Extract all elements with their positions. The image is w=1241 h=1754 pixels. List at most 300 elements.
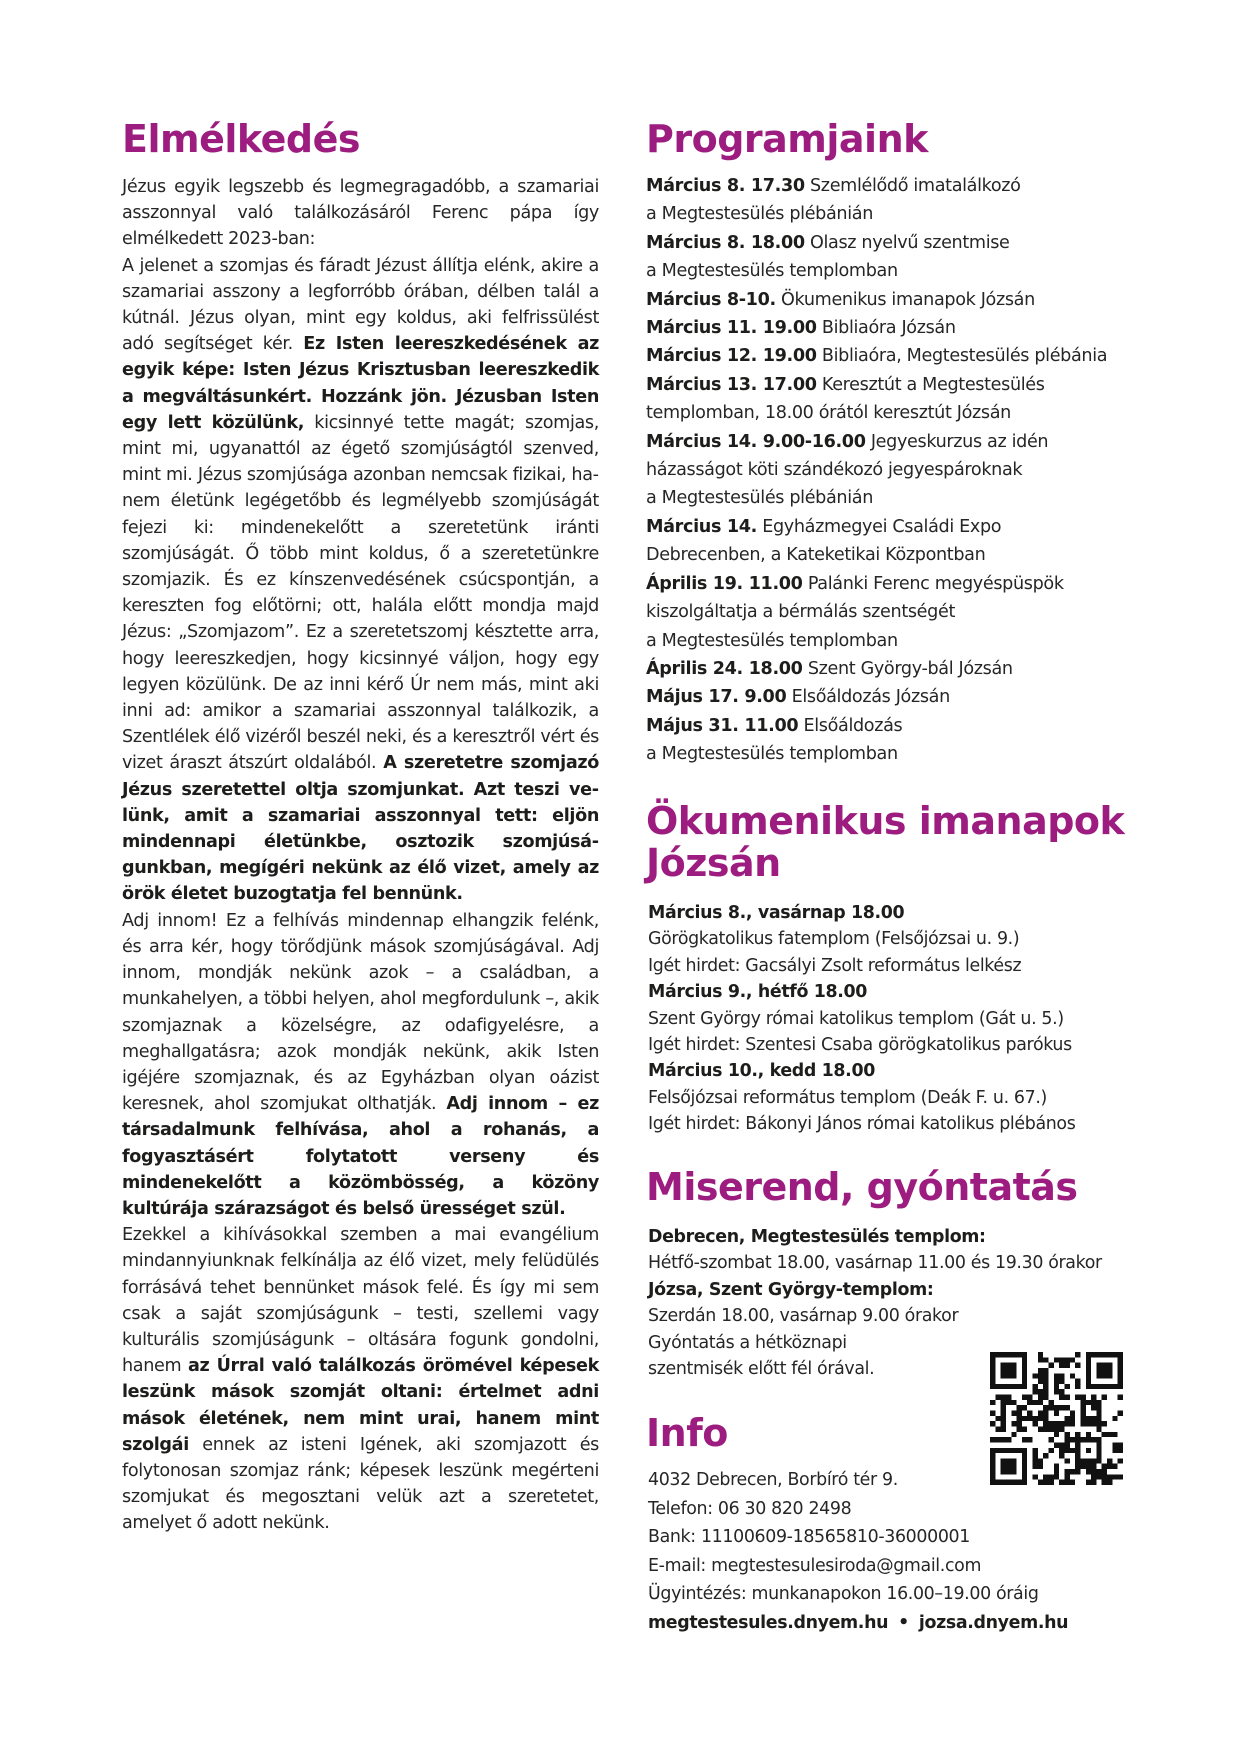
qr-module <box>1075 1395 1080 1400</box>
qr-module <box>1059 1379 1064 1384</box>
program-item <box>646 570 1146 598</box>
qr-module <box>1064 1437 1069 1442</box>
qr-module <box>1102 1384 1107 1389</box>
qr-module <box>1064 1384 1069 1389</box>
qr-module <box>1011 1363 1016 1368</box>
qr-module <box>1118 1373 1123 1378</box>
website-link-megtestesules[interactable]: megtestesules.dnyem.hu <box>648 1612 889 1633</box>
qr-module <box>1064 1395 1069 1400</box>
qr-module <box>1043 1426 1048 1431</box>
qr-module <box>1054 1474 1059 1479</box>
program-item <box>646 229 1146 257</box>
reflection-body <box>122 174 599 1537</box>
qr-module <box>1049 1480 1054 1485</box>
program-item <box>646 655 1146 683</box>
qr-module <box>1064 1357 1069 1362</box>
qr-module <box>1022 1469 1027 1474</box>
program-date: Március 11. 19.00 <box>646 318 817 339</box>
qr-module <box>1038 1400 1043 1405</box>
qr-module <box>1006 1480 1011 1485</box>
program-description: Szemlélődő imatalálkozó <box>804 176 1021 196</box>
program-description: kiszolgáltatja a bérmálás szentségét <box>646 602 956 623</box>
qr-module <box>1022 1474 1027 1479</box>
program-date: Március 12. 19.00 <box>646 346 817 367</box>
qr-module <box>1091 1421 1096 1426</box>
body-text: ennek az isteni Igének, aki szomjazott és folytonosan szomjaz ránk; képesek leszünk megérteni szomjukat és megosztani velük azt a szeretetet, amelyet ő adott nekünk. <box>122 1434 599 1534</box>
qr-module <box>990 1453 995 1458</box>
qr-module <box>1091 1469 1096 1474</box>
qr-module <box>1096 1373 1101 1378</box>
qr-module <box>990 1384 995 1389</box>
qr-module <box>1006 1458 1011 1463</box>
qr-code-icon[interactable] <box>990 1352 1123 1485</box>
qr-module <box>1107 1352 1112 1357</box>
qr-module <box>995 1384 1000 1389</box>
qr-module <box>1043 1411 1048 1416</box>
qr-module <box>1006 1448 1011 1453</box>
qr-module <box>990 1373 995 1378</box>
qr-module <box>1027 1411 1032 1416</box>
qr-module <box>995 1437 1000 1442</box>
info-websites <box>648 1609 1146 1638</box>
qr-module <box>995 1395 1000 1400</box>
program-description: Ökumenikus imanapok Józsán <box>775 289 1035 310</box>
bullet-separator: • <box>898 1612 909 1633</box>
qr-module <box>1086 1373 1091 1378</box>
qr-module <box>1054 1464 1059 1469</box>
qr-module <box>1017 1405 1022 1410</box>
qr-module <box>1033 1458 1038 1463</box>
programs-section <box>646 118 1146 769</box>
qr-module <box>1006 1400 1011 1405</box>
qr-module <box>1022 1373 1027 1378</box>
qr-module <box>1059 1426 1064 1431</box>
program-description: Debrecenben, a Kateketikai Központban <box>646 545 986 566</box>
qr-module <box>1112 1448 1117 1453</box>
qr-module <box>1011 1373 1016 1378</box>
qr-module <box>1006 1384 1011 1389</box>
qr-module <box>1011 1469 1016 1474</box>
qr-module <box>1011 1411 1016 1416</box>
body-text: A jelenet a szomjas és fáradt Jézust állítja elénk, akire a szamariai asszony a legforróbb órában, délben talál a kútnál. Jézus olyan, mint egy koldus, aki felfrissülést adó segítséget kér. <box>122 255 599 355</box>
event-date: Március 8., vasárnap 18.00 <box>648 903 905 923</box>
qr-module <box>990 1352 995 1357</box>
qr-module <box>1118 1352 1123 1357</box>
qr-module <box>1086 1464 1091 1469</box>
qr-module <box>1075 1384 1080 1389</box>
qr-module <box>1022 1352 1027 1357</box>
program-date: Március 8. 17.30 <box>646 176 805 196</box>
qr-module <box>1096 1363 1101 1368</box>
qr-module <box>1059 1405 1064 1410</box>
qr-module <box>1075 1379 1080 1384</box>
qr-module <box>1070 1411 1075 1416</box>
qr-module <box>1096 1469 1101 1474</box>
qr-module <box>1059 1357 1064 1362</box>
qr-module <box>1102 1474 1107 1479</box>
qr-module <box>990 1458 995 1463</box>
qr-module <box>1043 1405 1048 1410</box>
qr-module <box>1038 1379 1043 1384</box>
qr-module <box>1022 1464 1027 1469</box>
qr-module <box>1054 1389 1059 1394</box>
program-item <box>646 683 1146 711</box>
qr-module <box>1096 1411 1101 1416</box>
qr-module <box>1011 1384 1016 1389</box>
program-date: Április 19. 11.00 <box>646 573 803 594</box>
qr-module <box>1001 1469 1006 1474</box>
qr-module <box>1112 1474 1117 1479</box>
qr-module <box>1075 1437 1080 1442</box>
qr-module <box>1033 1373 1038 1378</box>
website-link-jozsa[interactable]: jozsa.dnyem.hu <box>918 1612 1069 1633</box>
qr-module <box>1038 1368 1043 1373</box>
qr-module <box>1107 1474 1112 1479</box>
mass-section <box>646 1166 1146 1382</box>
qr-module <box>1043 1395 1048 1400</box>
qr-module <box>1049 1400 1054 1405</box>
program-item <box>646 399 1146 427</box>
qr-module <box>1102 1395 1107 1400</box>
qr-module <box>990 1421 995 1426</box>
reflection-title: Elmélkedés <box>122 117 360 161</box>
qr-module <box>1006 1464 1011 1469</box>
qr-module <box>1033 1389 1038 1394</box>
qr-module <box>1043 1474 1048 1479</box>
qr-module <box>1096 1453 1101 1458</box>
qr-module <box>1070 1448 1075 1453</box>
qr-module <box>1070 1469 1075 1474</box>
qr-module <box>1096 1384 1101 1389</box>
qr-module <box>1118 1442 1123 1447</box>
qr-module <box>1070 1480 1075 1485</box>
info-bank: Bank: 11100609-18565810-36000001 <box>648 1527 970 1548</box>
qr-module <box>1075 1458 1080 1463</box>
info-address: 4032 Debrecen, Borbíró tér 9. <box>648 1470 898 1490</box>
qr-module <box>1107 1384 1112 1389</box>
program-description: a Megtestesülés plébánián <box>646 204 873 225</box>
qr-module <box>1001 1458 1006 1463</box>
qr-module <box>1054 1379 1059 1384</box>
qr-module <box>1118 1411 1123 1416</box>
qr-module <box>1027 1400 1032 1405</box>
event-place: Felsőjózsai református templom (Deák F. u. 67.) <box>648 1087 1047 1108</box>
qr-module <box>1112 1352 1117 1357</box>
qr-module <box>1054 1357 1059 1362</box>
qr-module <box>1091 1474 1096 1479</box>
emphasis-text: Ez Isten leereszkedésének az egyik képe: Isten Jézus Krisztusban leereszkedik a megváltásunkért. Hozzánk jön. Jézusban Isten egy lett közülünk, <box>122 334 599 433</box>
jozsa-times: Szerdán 18.00, vasárnap 9.00 órakor <box>648 1306 959 1327</box>
qr-module <box>1038 1395 1043 1400</box>
program-description: templomban, 18.00 órától keresztút Józsán <box>646 403 1011 424</box>
qr-module <box>1011 1458 1016 1463</box>
qr-module <box>1064 1474 1069 1479</box>
qr-module <box>1086 1400 1091 1405</box>
qr-module <box>1059 1480 1064 1485</box>
qr-module <box>1086 1357 1091 1362</box>
qr-module <box>1011 1464 1016 1469</box>
qr-module <box>1075 1363 1080 1368</box>
program-item <box>646 342 1146 370</box>
qr-module <box>1112 1442 1117 1447</box>
qr-module <box>1080 1405 1085 1410</box>
qr-module <box>1017 1426 1022 1431</box>
qr-module <box>995 1480 1000 1485</box>
qr-module <box>1054 1469 1059 1474</box>
qr-module <box>1006 1469 1011 1474</box>
qr-module <box>1107 1363 1112 1368</box>
qr-module <box>1102 1363 1107 1368</box>
reflection-paragraph <box>122 253 599 908</box>
qr-module <box>1075 1453 1080 1458</box>
qr-module <box>1038 1373 1043 1378</box>
qr-module <box>1011 1432 1016 1437</box>
qr-module <box>1118 1458 1123 1463</box>
qr-module <box>1096 1421 1101 1426</box>
qr-module <box>1118 1368 1123 1373</box>
qr-module <box>1112 1384 1117 1389</box>
qr-module <box>1001 1395 1006 1400</box>
qr-module <box>1112 1464 1117 1469</box>
info-office-hours: Ügyintézés: munkanapokon 16.00–19.00 óráig <box>648 1584 1039 1605</box>
qr-module <box>1001 1464 1006 1469</box>
qr-module <box>1038 1352 1043 1357</box>
program-description: a Megtestesülés templomban <box>646 261 898 282</box>
qr-module <box>1107 1432 1112 1437</box>
qr-module <box>1043 1384 1048 1389</box>
qr-module <box>1033 1384 1038 1389</box>
qr-module <box>1006 1373 1011 1378</box>
qr-module <box>1038 1464 1043 1469</box>
qr-code-graphic <box>990 1352 1123 1485</box>
info-email: E-mail: megtestesulesiroda@gmail.com <box>648 1555 982 1576</box>
program-item <box>646 314 1146 342</box>
qr-module <box>1086 1384 1091 1389</box>
body-text: Adj innom! Ez a felhívás mindennap elhangzik felénk, és arra kér, hogy törődjünk mások szomjúságával. Adj innom, mondják nekünk azok – a családban, a munkahelyen, a többi helyen, ahol megfordulunk –, akik szomjaznak a közelségre, az odafigyelésre, a meghallgatásra; azok mondják nekünk, akik Isten igéjére szomjaznak, és az Egyházban olyan oázist keresnek, ahol szomjukat olthatják. <box>122 910 599 1115</box>
qr-module <box>1118 1395 1123 1400</box>
program-item <box>646 627 1146 655</box>
program-date: Április 24. 18.00 <box>646 658 803 679</box>
program-item <box>646 598 1146 626</box>
qr-module <box>1080 1464 1085 1469</box>
qr-module <box>1049 1448 1054 1453</box>
qr-module <box>1022 1384 1027 1389</box>
qr-module <box>1064 1363 1069 1368</box>
qr-module <box>1064 1480 1069 1485</box>
qr-module <box>1022 1395 1027 1400</box>
qr-module <box>1070 1421 1075 1426</box>
program-description: a Megtestesülés templomban <box>646 744 898 765</box>
qr-module <box>1001 1448 1006 1453</box>
qr-module <box>1038 1426 1043 1431</box>
qr-module <box>1033 1421 1038 1426</box>
program-description: Jegyeskurzus az idén <box>865 431 1049 452</box>
qr-module <box>990 1464 995 1469</box>
qr-module <box>1001 1480 1006 1485</box>
qr-module <box>1064 1469 1069 1474</box>
qr-module <box>1080 1411 1085 1416</box>
qr-module <box>1086 1379 1091 1384</box>
program-description: Bibliaóra Józsán <box>816 318 956 339</box>
qr-module <box>1017 1480 1022 1485</box>
event-place: Szent György római katolikus templom (Gát u. 5.) <box>648 1008 1064 1029</box>
program-description: Elsőáldozás Józsán <box>786 687 950 708</box>
qr-module <box>1038 1411 1043 1416</box>
qr-module <box>1080 1421 1085 1426</box>
qr-module <box>1022 1448 1027 1453</box>
qr-module <box>1054 1432 1059 1437</box>
qr-module <box>990 1357 995 1362</box>
qr-module <box>1064 1442 1069 1447</box>
qr-module <box>1107 1458 1112 1463</box>
qr-module <box>1102 1368 1107 1373</box>
qr-module <box>1096 1368 1101 1373</box>
qr-module <box>1001 1368 1006 1373</box>
qr-module <box>1080 1437 1085 1442</box>
qr-module <box>1096 1442 1101 1447</box>
qr-module <box>1059 1453 1064 1458</box>
confession-line-1: Gyóntatás a hétköznapi <box>648 1332 847 1353</box>
qr-module <box>990 1474 995 1479</box>
qr-module <box>1033 1416 1038 1421</box>
qr-module <box>1049 1437 1054 1442</box>
qr-module <box>1033 1474 1038 1479</box>
qr-module <box>1001 1426 1006 1431</box>
program-description: Szent György-bál Józsán <box>802 658 1013 679</box>
reflection-paragraph <box>122 1222 599 1536</box>
qr-module <box>1043 1379 1048 1384</box>
qr-module <box>1011 1448 1016 1453</box>
qr-module <box>1059 1395 1064 1400</box>
qr-module <box>1001 1411 1006 1416</box>
qr-module <box>1107 1368 1112 1373</box>
reflection-paragraph <box>122 174 599 253</box>
qr-module <box>1096 1405 1101 1410</box>
qr-module <box>1112 1416 1117 1421</box>
program-description: a Megtestesülés plébánián <box>646 488 873 509</box>
qr-module <box>990 1480 995 1485</box>
qr-module <box>1049 1474 1054 1479</box>
emphasis-text: A szeretetre szomjazó Jézus szeretettel oltja szomjunkat. Azt teszi velünk, amit a szamariai asszonnyal tett: eljön mindennapi életünkbe, osztozik szomjúságunkban, megígéri nekünk az élő vizet, amely az örök életet buzogtatja fel bennünk. <box>122 753 599 905</box>
qr-module <box>1001 1373 1006 1378</box>
qr-module <box>1064 1458 1069 1463</box>
qr-module <box>1070 1357 1075 1362</box>
qr-module <box>1022 1363 1027 1368</box>
qr-module <box>1102 1421 1107 1426</box>
qr-module <box>1006 1395 1011 1400</box>
qr-module <box>1038 1357 1043 1362</box>
qr-module <box>1054 1426 1059 1431</box>
qr-module <box>1075 1464 1080 1469</box>
qr-module <box>1011 1480 1016 1485</box>
info-title: Info <box>646 1411 728 1455</box>
qr-module <box>1086 1363 1091 1368</box>
ecumenical-title-line2: Józsán <box>646 841 781 885</box>
qr-module <box>1054 1384 1059 1389</box>
qr-module <box>990 1368 995 1373</box>
qr-module <box>1096 1474 1101 1479</box>
qr-module <box>1086 1469 1091 1474</box>
qr-module <box>1118 1357 1123 1362</box>
qr-module <box>1070 1437 1075 1442</box>
qr-module <box>1118 1363 1123 1368</box>
program-item <box>646 200 1146 228</box>
qr-module <box>1001 1416 1006 1421</box>
program-item <box>646 371 1146 399</box>
qr-module <box>1059 1448 1064 1453</box>
info-phone: Telefon: 06 30 820 2498 <box>648 1498 852 1519</box>
ecumenical-title <box>646 800 1146 884</box>
qr-module <box>1112 1432 1117 1437</box>
qr-module <box>1038 1416 1043 1421</box>
qr-module <box>1033 1453 1038 1458</box>
event-place: Görögkatolikus fatemplom (Felsőjózsai u. 9.) <box>648 929 1020 950</box>
program-item <box>646 172 1146 200</box>
program-item <box>646 484 1146 512</box>
qr-module <box>1059 1421 1064 1426</box>
program-item <box>646 428 1146 456</box>
qr-module <box>1054 1421 1059 1426</box>
qr-module <box>1049 1421 1054 1426</box>
qr-module <box>1075 1442 1080 1447</box>
qr-module <box>1091 1352 1096 1357</box>
program-description: házasságot köti szándékozó jegyespároknak <box>646 460 1023 481</box>
qr-module <box>1043 1453 1048 1458</box>
qr-module <box>1091 1416 1096 1421</box>
qr-module <box>1011 1368 1016 1373</box>
ecumenical-events <box>648 900 1146 1138</box>
qr-module <box>1017 1416 1022 1421</box>
qr-module <box>1091 1400 1096 1405</box>
qr-module <box>1064 1432 1069 1437</box>
qr-module <box>1059 1373 1064 1378</box>
event-date: Március 9., hétfő 18.00 <box>648 982 868 1003</box>
event-preacher: Igét hirdet: Gacsályi Zsolt református lelkész <box>648 955 1022 976</box>
qr-module <box>1102 1469 1107 1474</box>
mass-title: Miserend, gyóntatás <box>646 1165 1078 1209</box>
qr-module <box>1118 1474 1123 1479</box>
program-item <box>646 740 1146 768</box>
qr-module <box>1022 1368 1027 1373</box>
program-description: Elsőáldozás <box>798 715 903 736</box>
qr-module <box>995 1416 1000 1421</box>
qr-module <box>990 1437 995 1442</box>
qr-module <box>1096 1426 1101 1431</box>
qr-module <box>1091 1384 1096 1389</box>
qr-module <box>1102 1480 1107 1485</box>
qr-module <box>1038 1389 1043 1394</box>
program-date: Március 14. <box>646 516 757 537</box>
qr-module <box>1049 1405 1054 1410</box>
qr-module <box>1107 1373 1112 1378</box>
qr-module <box>1001 1352 1006 1357</box>
qr-module <box>1107 1480 1112 1485</box>
qr-module <box>1075 1469 1080 1474</box>
qr-module <box>1006 1368 1011 1373</box>
qr-module <box>1022 1416 1027 1421</box>
qr-module <box>1022 1458 1027 1463</box>
qr-module <box>1043 1368 1048 1373</box>
qr-module <box>1059 1363 1064 1368</box>
qr-module <box>990 1363 995 1368</box>
qr-module <box>1096 1416 1101 1421</box>
program-date: Március 8-10. <box>646 289 776 310</box>
qr-module <box>1118 1379 1123 1384</box>
qr-module <box>1027 1395 1032 1400</box>
qr-module <box>995 1448 1000 1453</box>
qr-module <box>1022 1357 1027 1362</box>
qr-module <box>1091 1458 1096 1463</box>
